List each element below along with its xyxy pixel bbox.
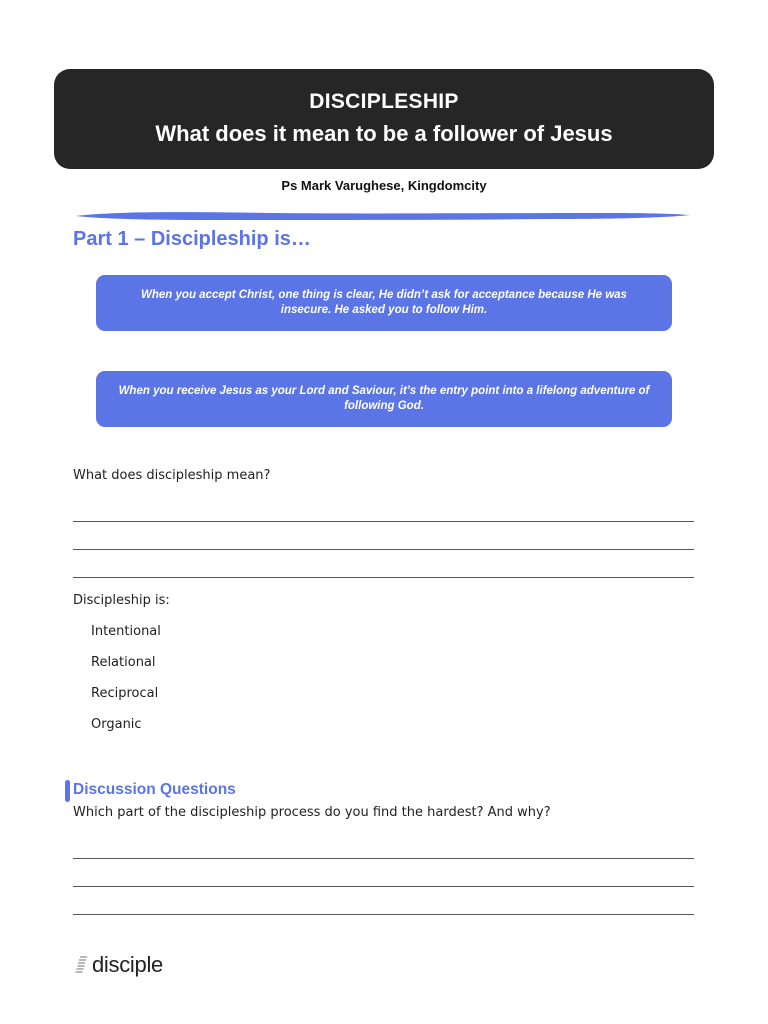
answer-line[interactable] [73,886,694,887]
disciple-logo-mark-icon [74,955,90,975]
title-banner [54,69,714,169]
list-item: Organic [91,717,142,732]
discussion-question: Which part of the discipleship process do you find the hardest? And why? [73,805,551,820]
list-intro: Discipleship is: [73,593,170,608]
answer-line[interactable] [73,858,694,859]
discussion-heading: Discussion Questions [73,781,236,798]
callout-box [96,371,672,427]
list-item: Intentional [91,624,161,639]
answer-line[interactable] [73,549,694,550]
page-subtitle: What does it mean to be a follower of Jesus [155,121,613,146]
brush-stroke-divider [72,209,692,223]
logo-text: disciple [92,952,163,977]
callout-text: When you receive Jesus as your Lord and Saviour, it’s the entry point into a lifelong adventure of following God. [118,385,650,412]
question-label: What does discipleship mean? [73,468,271,483]
answer-line[interactable] [73,914,694,915]
callout-box [96,275,672,331]
page-title: DISCIPLESHIP [309,90,459,113]
list-item: Relational [91,655,156,670]
section-marker [65,780,70,802]
callout-text: When you accept Christ, one thing is clear, He didn’t ask for acceptance because He was insecure. He asked you to follow Him. [141,289,627,316]
answer-line[interactable] [73,577,694,578]
author-line: Ps Mark Varughese, Kingdomcity [281,178,487,193]
part1-heading: Part 1 – Discipleship is… [73,228,311,250]
disciple-logo [74,951,163,979]
list-item: Reciprocal [91,686,159,701]
answer-line[interactable] [73,521,694,522]
